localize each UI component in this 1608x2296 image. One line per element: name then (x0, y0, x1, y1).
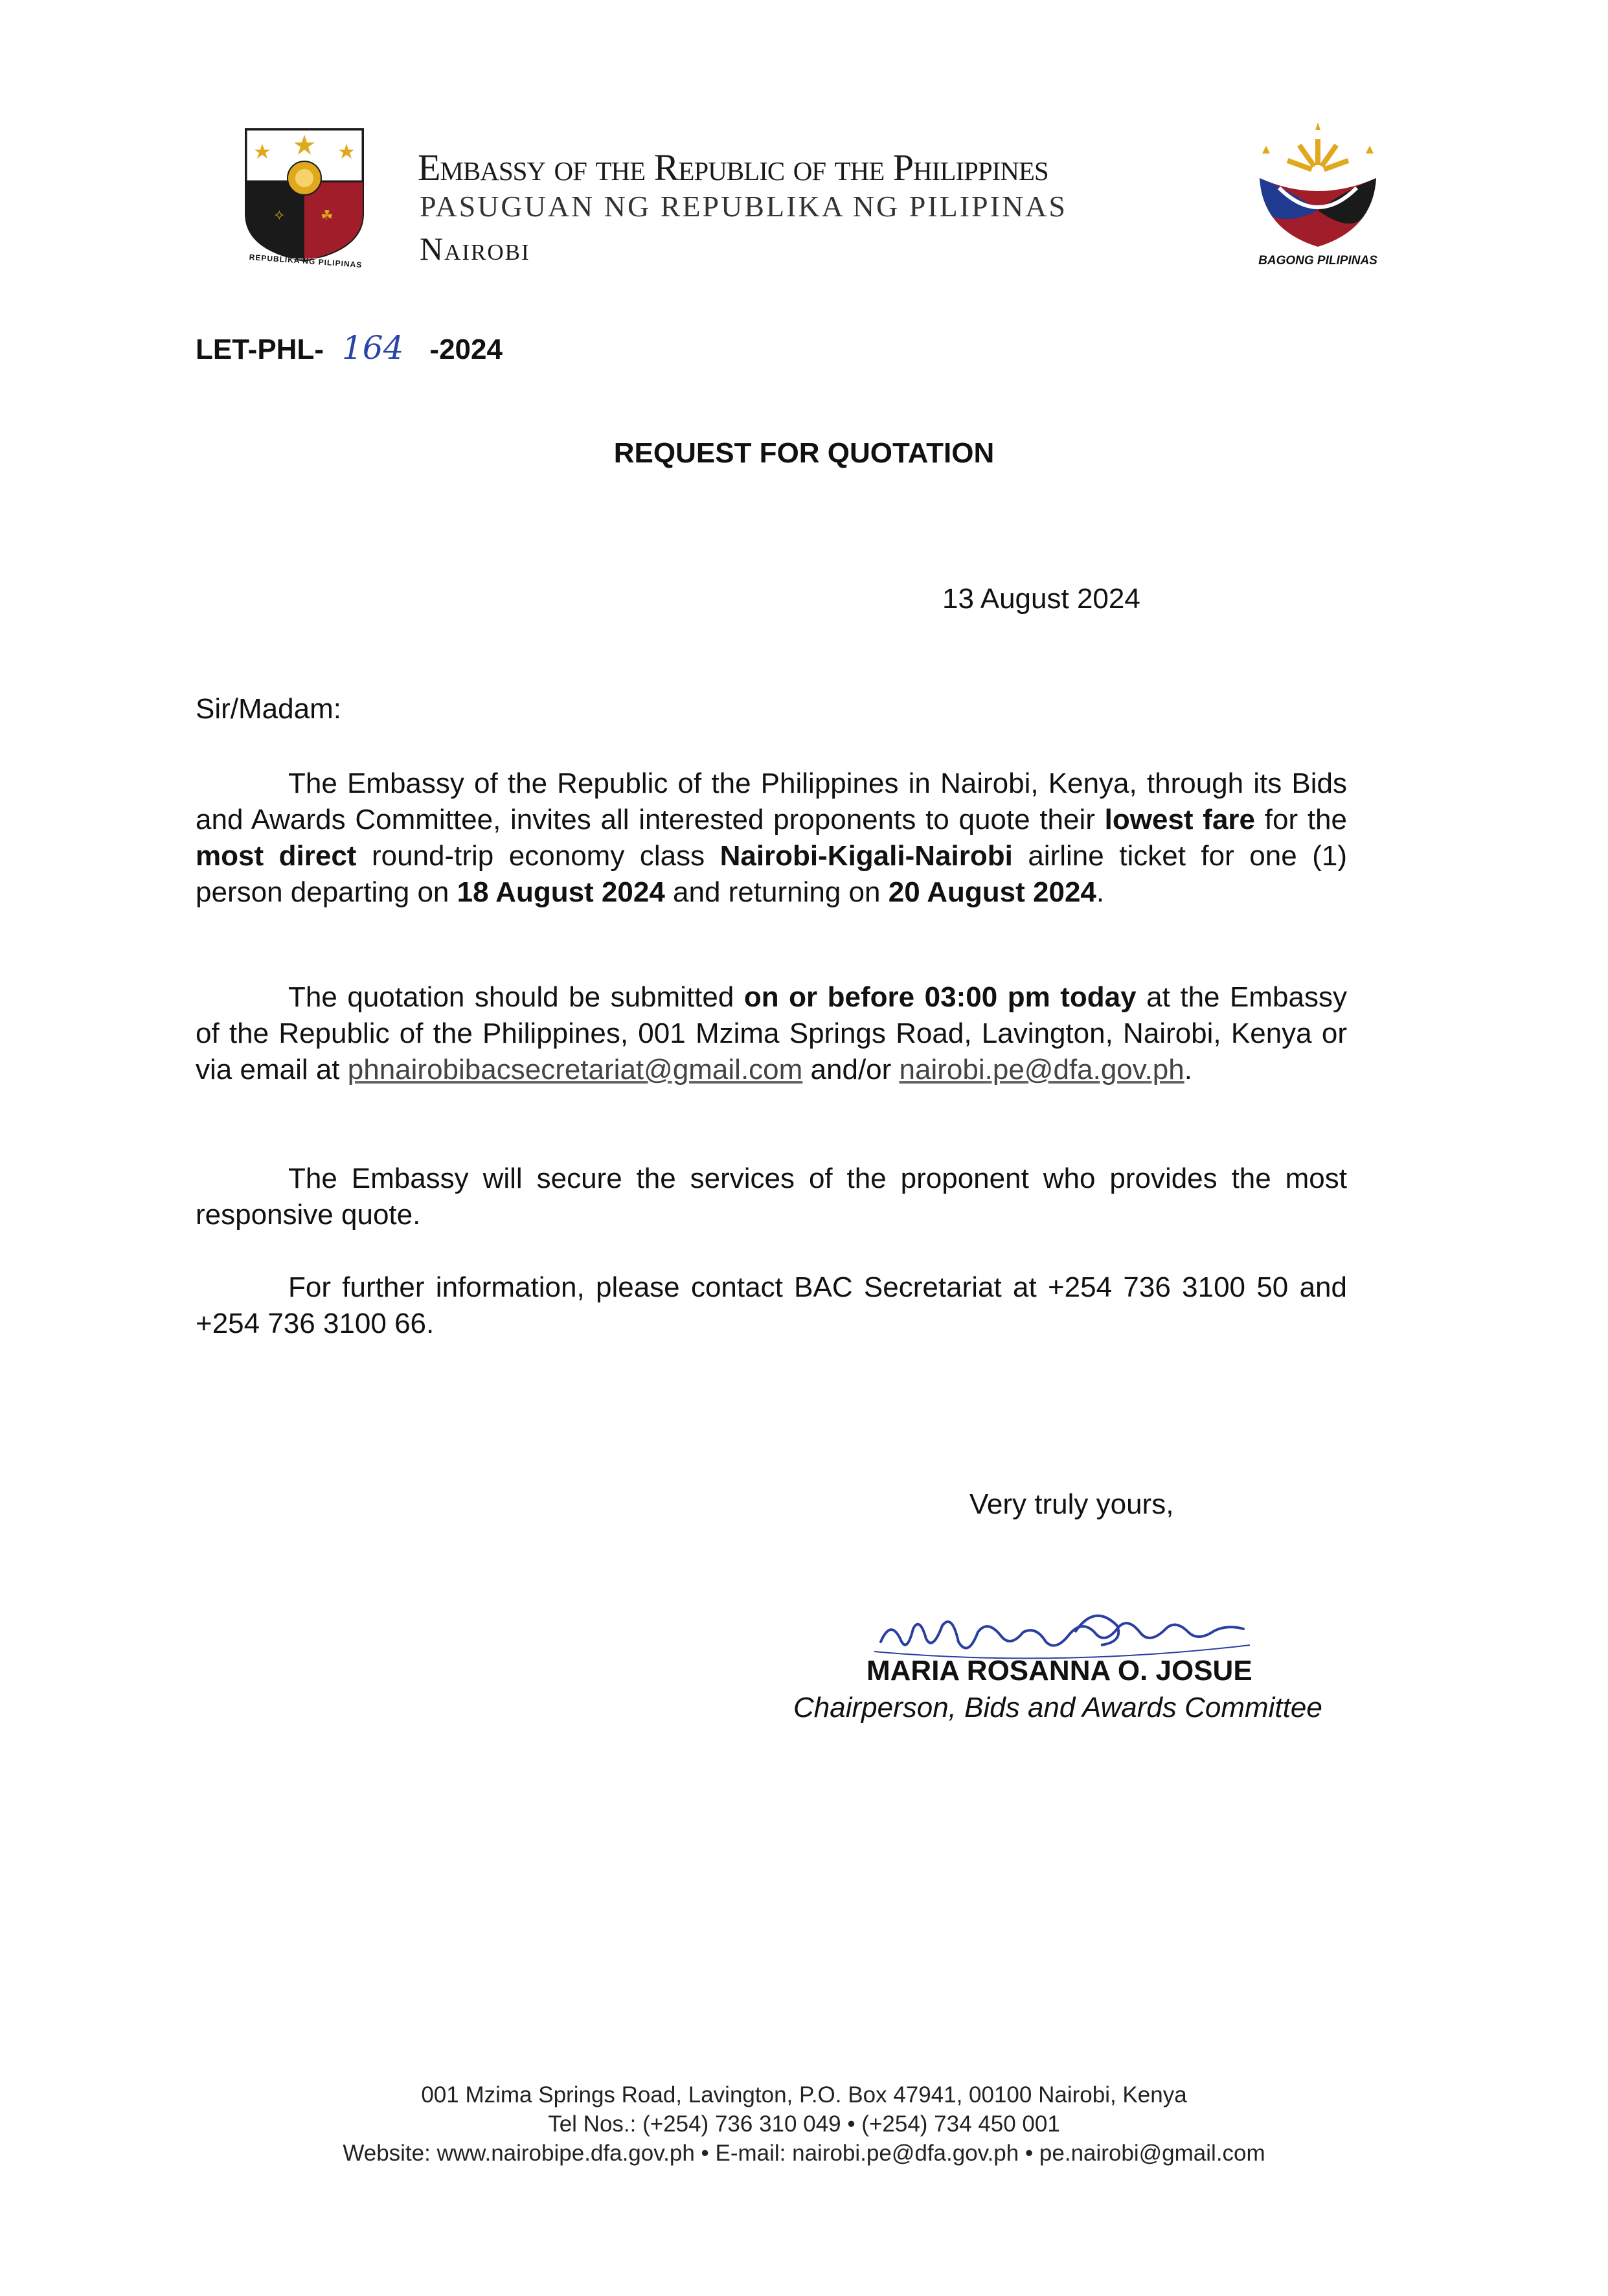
footer-website-email: Website: www.nairobipe.dfa.gov.ph • E-mail: nairobi.pe@dfa.gov.ph • pe.nairobi@gmail.com (343, 2141, 1265, 2166)
svg-text:✧: ✧ (273, 208, 286, 224)
p2-text-4: . (1184, 1054, 1192, 1085)
p3-text: The Embassy will secure the services of the proponent who provides the most responsive quote. (196, 1163, 1347, 1231)
document-title: REQUEST FOR QUOTATION (613, 437, 995, 469)
p1-bold-return-date: 20 August 2024 (888, 876, 1096, 908)
paragraph-submission (196, 979, 1347, 1088)
p2-text-1: The quotation should be submitted (288, 981, 744, 1013)
p1-bold-departure-date: 18 August 2024 (457, 876, 665, 908)
letterhead-city: Nairobi (420, 231, 530, 267)
footer-address: 001 Mzima Springs Road, Lavington, P.O. Box 47941, 00100 Nairobi, Kenya (421, 2082, 1187, 2108)
paragraph-selection (196, 1161, 1347, 1233)
bac-email-link[interactable]: phnairobibacsecretariat@gmail.com (347, 1054, 803, 1085)
paragraph-contact (196, 1269, 1347, 1342)
p2-text-2: at the Embassy of the Republic of the Philippines, 001 Mzima Springs Road, Lavington, Nairobi, Kenya or via email at (196, 981, 1347, 1085)
p1-text-5: and returning on (664, 876, 889, 908)
p1-bold-lowest-fare: lowest fare (1104, 804, 1256, 835)
letter-date: 13 August 2024 (942, 583, 1140, 615)
p2-bold-deadline: on or before 03:00 pm today (743, 981, 1137, 1013)
embassy-email-link[interactable]: nairobi.pe@dfa.gov.ph (899, 1054, 1184, 1085)
bagong-pilipinas-logo-text: BAGONG PILIPINAS (1258, 254, 1377, 267)
p1-text-6: . (1096, 876, 1105, 908)
p1-text-2: for the (1255, 804, 1347, 835)
p2-text-3: and/or (802, 1054, 900, 1085)
p1-text-1: The Embassy of the Republic of the Philippines in Nairobi, Kenya, through its Bids and Awards Committee, invites all interested proponents to quote their (196, 767, 1347, 835)
svg-text:☘: ☘ (321, 208, 334, 224)
bagong-pilipinas-logo-icon (1253, 120, 1383, 249)
reference-handwritten-number: 164 (341, 329, 404, 367)
signatory-name: MARIA ROSANNA O. JOSUE (866, 1655, 1252, 1687)
philippine-seal-icon (233, 117, 376, 272)
signatory-title: Chairperson, Bids and Awards Committee (793, 1692, 1322, 1723)
reference-prefix: LET-PHL- (196, 334, 324, 365)
paragraph-invitation (196, 766, 1347, 911)
letterhead-filipino-name: PASUGUAN NG REPUBLIKA NG PILIPINAS (420, 190, 1067, 223)
p1-text-4: airline ticket for one (1) person departing on (196, 840, 1347, 908)
p1-bold-route: Nairobi-Kigali-Nairobi (719, 840, 1013, 872)
reference-number (196, 329, 503, 367)
p1-bold-most-direct: most direct (196, 840, 357, 872)
p4-text: For further information, please contact BAC Secretariat at +254 736 3100 50 and +254 736 3100 66. (196, 1271, 1347, 1339)
p1-text-3: round-trip economy class (356, 840, 720, 872)
letterhead-embassy-name: Embassy of the Republic of the Philippines (418, 146, 1048, 188)
footer-telephone: Tel Nos.: (+254) 736 310 049 • (+254) 734 450 001 (548, 2111, 1060, 2137)
complimentary-close: Very truly yours, (969, 1488, 1174, 1520)
seal-caption: REPUBLIKA NG PILIPINAS (249, 252, 363, 270)
salutation: Sir/Madam: (196, 693, 341, 725)
reference-suffix: -2024 (429, 334, 503, 365)
